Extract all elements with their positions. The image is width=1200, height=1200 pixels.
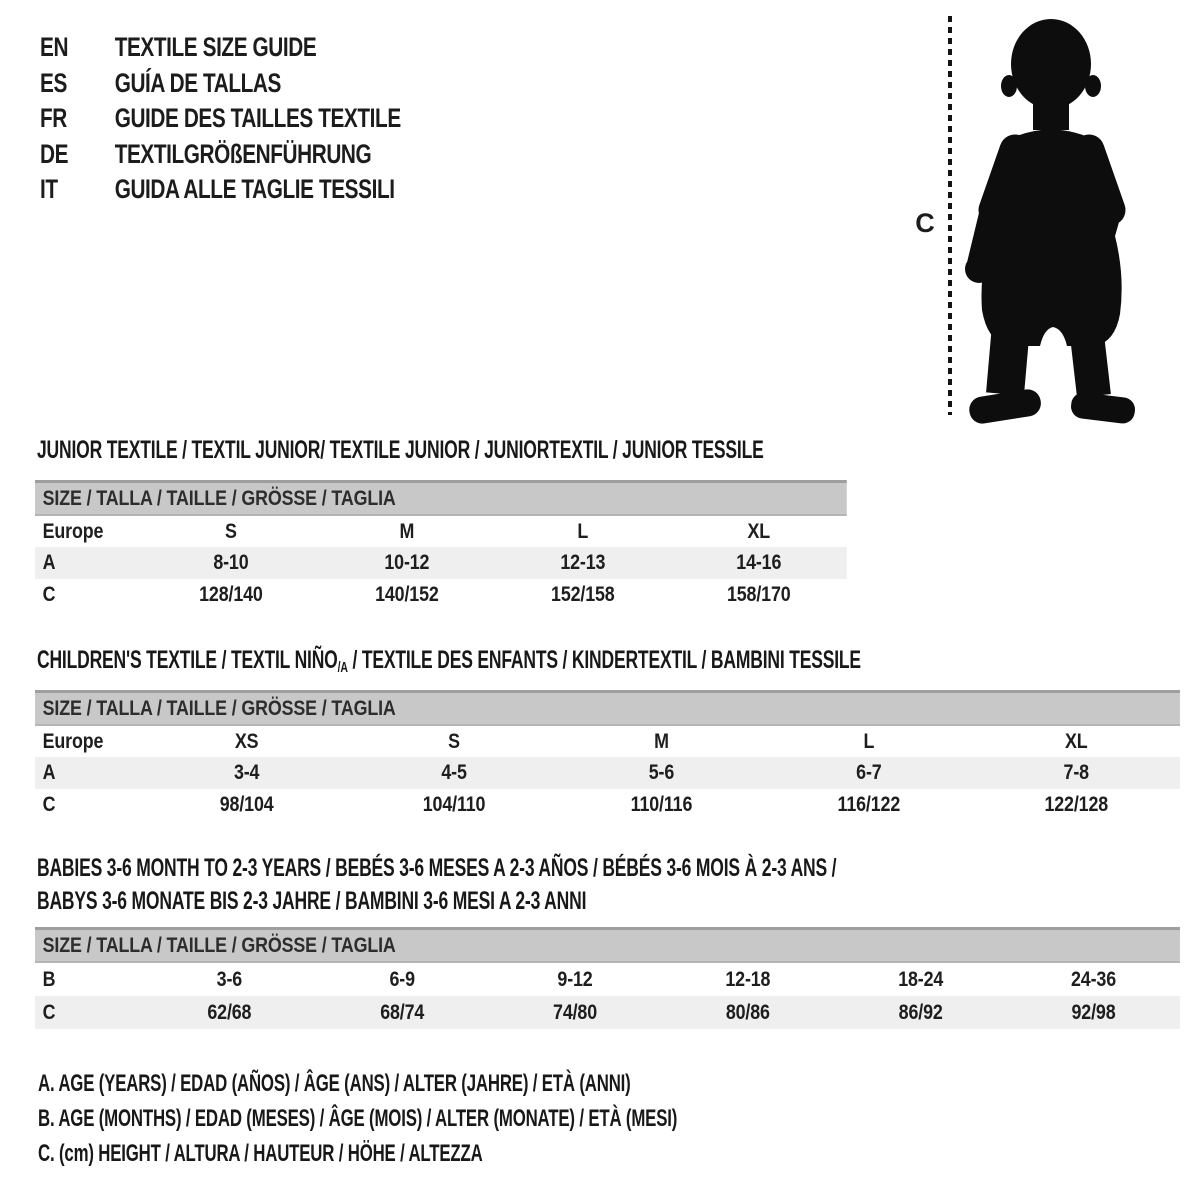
- size-col-m: M: [399, 520, 415, 543]
- children-title-rest: / TEXTILE DES ENFANTS / KINDERTEXTIL / BAMBINI TESSILE: [347, 646, 861, 674]
- language-row-es: [40, 66, 401, 102]
- junior-height-row: [35, 579, 847, 611]
- language-row-fr: [40, 101, 401, 137]
- age-cell: 8-10: [213, 551, 249, 574]
- region-label: Europe: [42, 520, 104, 543]
- height-cell: 128/140: [199, 583, 263, 606]
- months-cell: 12-18: [725, 968, 771, 991]
- language-code: ES: [40, 67, 67, 98]
- children-size-table: [35, 690, 1180, 821]
- language-code: DE: [40, 138, 69, 169]
- babies-months-row: [35, 963, 1180, 996]
- size-col-m: M: [654, 730, 669, 753]
- height-cell: 122/128: [1044, 793, 1109, 816]
- months-cell: 9-12: [557, 968, 593, 991]
- language-code: FR: [40, 103, 67, 133]
- language-code: EN: [40, 32, 69, 62]
- size-col-s: S: [225, 520, 237, 543]
- height-cell: 110/116: [630, 793, 693, 816]
- age-cell: 5-6: [648, 761, 675, 784]
- age-cell: 7-8: [1063, 761, 1089, 784]
- months-cell: 6-9: [389, 968, 415, 991]
- junior-size-table: [35, 480, 847, 611]
- junior-section-title: JUNIOR TEXTILE / TEXTIL JUNIOR/ TEXTILE JUNIOR / JUNIORTEXTIL / JUNIOR TESSILE: [37, 436, 764, 464]
- babies-height-row: [35, 996, 1180, 1029]
- size-col-xl: XL: [747, 520, 771, 543]
- legend-line-b: B. AGE (MONTHS) / EDAD (MESES) / ÂGE (MOIS) / ALTER (MONATE) / ETÀ (MESI): [38, 1105, 678, 1132]
- height-cell: 62/68: [207, 1001, 252, 1024]
- children-age-row: [35, 757, 1180, 789]
- height-cell: 116/122: [837, 793, 901, 816]
- junior-columns-row: [35, 516, 847, 547]
- size-header-bar: SIZE / TALLA / TAILLE / GRÖSSE / TAGLIA: [35, 480, 847, 516]
- guide-title-it: GUIDA ALLE TAGLIE TESSILI: [114, 174, 395, 204]
- height-cell: 80/86: [725, 1001, 770, 1024]
- junior-age-row: [35, 547, 847, 579]
- height-cell: 158/170: [726, 583, 791, 606]
- measurement-legend: [38, 1066, 677, 1171]
- size-header-bar: SIZE / TALLA / TAILLE / GRÖSSE / TAGLIA: [35, 927, 1180, 963]
- height-cell: 140/152: [375, 583, 439, 606]
- language-code: IT: [40, 174, 58, 204]
- size-col-xs: XS: [234, 730, 259, 753]
- children-section-title: [37, 644, 861, 684]
- height-measure-label: C: [915, 208, 935, 238]
- months-cell: 24-36: [1071, 968, 1117, 991]
- babies-title-line2: BABYS 3-6 MONATE BIS 2-3 JAHRE / BAMBINI 3-6 MESI A 2-3 ANNI: [37, 887, 587, 915]
- children-title-main: CHILDREN'S TEXTILE / TEXTIL NIÑO: [37, 646, 338, 674]
- age-cell: 3-4: [233, 761, 260, 784]
- height-cell: 104/110: [422, 793, 486, 816]
- row-label-c: C: [42, 583, 56, 606]
- height-cell: 74/80: [553, 1001, 598, 1024]
- height-cell: 92/98: [1071, 1001, 1116, 1024]
- language-row-de: [40, 137, 401, 173]
- legend-line-a: A. AGE (YEARS) / EDAD (AÑOS) / ÂGE (ANS) / ALTER (JAHRE) / ETÀ (ANNI): [38, 1070, 631, 1097]
- size-col-l: L: [577, 520, 589, 543]
- language-title-list: [40, 30, 401, 208]
- row-label-c: C: [42, 793, 56, 816]
- age-cell: 14-16: [736, 551, 782, 574]
- language-row-en: [40, 30, 401, 66]
- size-col-xl: XL: [1064, 730, 1088, 753]
- toddler-silhouette-icon: [963, 14, 1138, 424]
- row-label-c: C: [42, 1001, 56, 1024]
- height-cell: 86/92: [898, 1001, 943, 1024]
- guide-title-de: TEXTILGRÖßENFÜHRUNG: [114, 138, 372, 169]
- size-col-l: L: [863, 730, 875, 753]
- language-row-it: [40, 172, 401, 208]
- legend-line-c: C. (cm) HEIGHT / ALTURA / HAUTEUR / HÖHE / ALTEZZA: [38, 1140, 483, 1167]
- size-col-s: S: [448, 730, 460, 753]
- height-cell: 68/74: [380, 1001, 425, 1024]
- babies-section-title: [37, 852, 836, 918]
- children-height-row: [35, 789, 1180, 821]
- height-cell: 98/104: [219, 793, 274, 816]
- guide-title-es: GUÍA DE TALLAS: [114, 67, 281, 98]
- size-header-bar: SIZE / TALLA / TAILLE / GRÖSSE / TAGLIA: [35, 690, 1180, 726]
- height-measure-dashed-line: [948, 16, 952, 415]
- region-label: Europe: [42, 730, 104, 753]
- row-label-a: A: [42, 551, 56, 574]
- months-cell: 18-24: [898, 968, 944, 991]
- guide-title-fr: GUIDE DES TAILLES TEXTILE: [114, 103, 401, 133]
- children-columns-row: [35, 726, 1180, 757]
- babies-size-table: [35, 927, 1180, 1029]
- babies-title-line1: BABIES 3-6 MONTH TO 2-3 YEARS / BEBÉS 3-6 MESES A 2-3 AÑOS / BÉBÉS 3-6 MOIS À 2-3 ANS /: [37, 854, 837, 882]
- row-label-b: B: [42, 968, 56, 991]
- children-title-sub: /A: [337, 659, 348, 676]
- age-cell: 6-7: [856, 761, 882, 784]
- age-cell: 12-13: [560, 551, 606, 574]
- age-cell: 10-12: [384, 551, 430, 574]
- months-cell: 3-6: [216, 968, 243, 991]
- guide-title-en: TEXTILE SIZE GUIDE: [114, 32, 317, 62]
- height-cell: 152/158: [551, 583, 615, 606]
- age-cell: 4-5: [441, 761, 467, 784]
- row-label-a: A: [42, 761, 56, 784]
